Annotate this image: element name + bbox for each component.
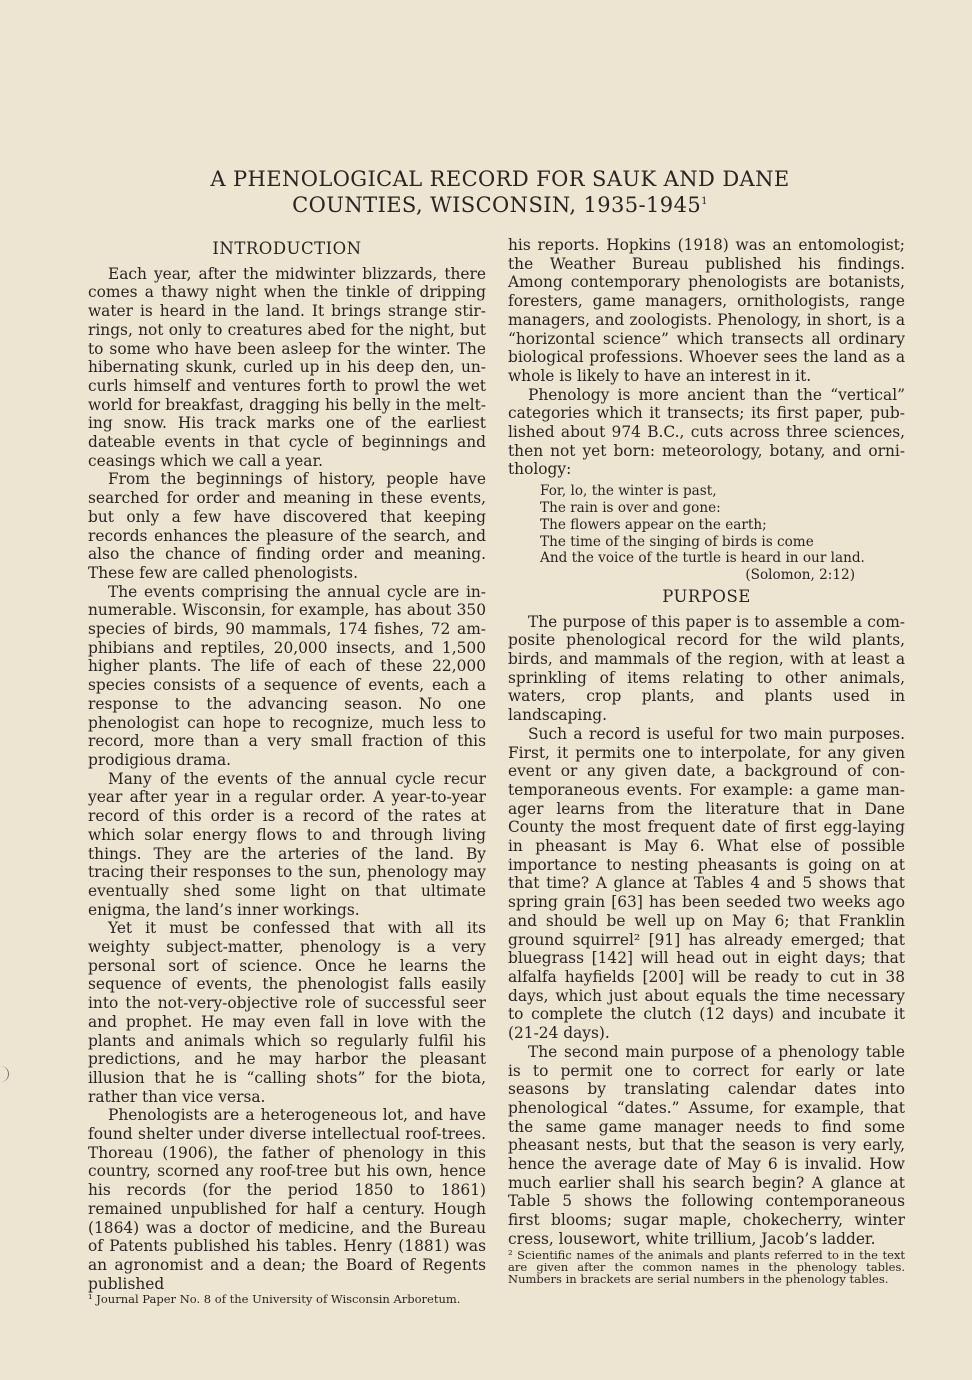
verse-attribution: (Solomon, 2:12) [745,567,855,584]
quoted-verse [540,483,905,584]
left-column [88,236,486,1305]
purpose-paragraph: The purpose of this paper is to assemble a composite phenological record for the wild plants, birds, and mammals of the region, with at least a sprinkling of items relating to other animals, waters, crop plants, and plants used in landscaping. [508,612,905,725]
verse-line: The rain is over and gone: [540,499,721,516]
footnote-1: ¹ Journal Paper No. 8 of the University of Wisconsin Arboretum. [88,1292,461,1307]
right-column [508,236,905,1285]
intro-paragraph: Phenologists are a heterogeneous lot, and have found shelter under diverse intellectual roof-trees. Thoreau (1906), the father of phenology in this country, scorned any roof-tree but his own, hence his records (for the period 1850 to 1861) remained unpublished for half a century. Hough (1864) was a doctor of medicine, and the Bureau of Patents published his tables. Henry (1881) was an agronomist and a dean; the Board of Regents published [88,1106,486,1293]
purpose-paragraph: The second main purpose of a phenology table is to permit one to correct for early or late seasons by translating calendar dates into phenological “dates.” Assume, for example, that the same game manager needs to find some pheasant nests, but that the season is very early, hence the average date of May 6 is invalid. How much earlier shall his search begin? A glance at Table 5 shows the following contemporaneous first blooms; sugar maple, chokecherry, winter cress, lousewort, white trillium, Jacob’s ladder. [508,1042,905,1248]
title-line-2: COUNTIES, WISCONSIN, 1935-1945 [292,193,702,217]
purpose-heading: PURPOSE [662,586,751,606]
intro-paragraph: From the beginnings of history, people have searched for order and meaning in these events, but only a few have discovered that keeping records enhances the pleasure of the search, and also the chance of finding order and meaning. These few are called phenologists. [88,470,486,582]
intro-paragraph: Each year, after the midwinter blizzards, there comes a thawy night when the tinkle of dripping water is heard in the land. It brings strange stirrings, not only to creatures abed for the night, but to some who have been asleep for the winter. The hibernating skunk, curled up in his deep den, uncurls himself and ventures forth to prowl the wet world for breakfast, dragging his belly in the melting snow. His track marks one of the earliest dateable events in that cycle of beginnings and ceasings which we call a year. [88,264,486,470]
purpose-paragraph: Such a record is useful for two main purposes. First, it permits one to interpolate, for any given event or any given date, a background of contemporaneous events. For example: a game manager learns from the literature that in Dane County the most frequent date of first egg-laying in pheasant is May 6. What else of possible importance to nesting pheasants is going on at that time? A glance at Tables 4 and 5 shows that spring grain [63] has been seeded two weeks ago and should be well up on May 6; that Franklin ground squirrel² [91] has already emerged; that bluegrass [142] will head out in eight days; that alfalfa hayfields [200] will be ready to cut in 38 days, which just about equals the time necessary to complete the clutch (12 days) and incubate it (21-24 days). [508,724,905,1043]
body-paragraph: his reports. Hopkins (1918) was an entomologist; the Weather Bureau published his findings. Among contemporary phenologists are botanists, foresters, game managers, ornithologists, range managers, and zoologists. Phenology, in short, is a “horizontal science” which transects all ordinary biological professions. Whoever sees the land as a whole is likely to have an interest in it. [508,236,905,385]
title-footnote-mark: 1 [701,196,708,207]
footnote-2: ² Scientific names of the animals and plants referred to in the text are given after the common names in the phenology tables. Numbers in brackets are serial numbers in the phenology tables. [508,1247,905,1286]
title-line-1: A PHENOLOGICAL RECORD FOR SAUK AND DANE [210,167,790,191]
verse-line: And the voice of the turtle is heard in our land. [540,550,865,567]
binding-mark [0,1066,9,1082]
intro-paragraph: Many of the events of the annual cycle recur year after year in a regular order. A year-to-year record of this order is a record of the rates at which solar energy flows to and through living things. They are the arteries of the land. By tracing their responses to the sun, phenology may eventually shed some light on that ultimate enigma, the land’s inner workings. [88,769,486,919]
verse-line: The flowers appear on the earth; [540,516,767,533]
verse-line: The time of the singing of birds is come [540,533,814,550]
introduction-heading: INTRODUCTION [212,239,362,258]
body-paragraph: Phenology is more ancient than the “vertical” categories which it transects; its first paper, published about 974 B.C., cuts across three sciences, then not yet born: meteorology, botany, and ornithology: [508,385,905,479]
intro-paragraph: Yet it must be confessed that with all its weighty subject-matter, phenology is a very personal sort of science. Once he learns the sequence of events, the phenologist falls easily into the not-very-objective role of successful seer and prophet. He may even fall in love with the plants and animals which so regularly fulfil his predictions, and he may harbor the pleasant illusion that he is “calling shots” for the biota, rather than vice versa. [88,919,486,1106]
intro-paragraph: The events comprising the annual cycle are innumerable. Wisconsin, for example, has about 350 species of birds, 90 mammals, 174 fishes, 72 amphibians and reptiles, 20,000 insects, and 1,500 higher plants. The life of each of these 22,000 species consists of a sequence of events, each a response to the advancing season. No one phenologist can hope to recognize, much less to record, more than a very small fraction of this prodigious drama. [88,582,486,769]
verse-line: For, lo, the winter is past, [540,483,717,500]
article-title [150,166,850,218]
